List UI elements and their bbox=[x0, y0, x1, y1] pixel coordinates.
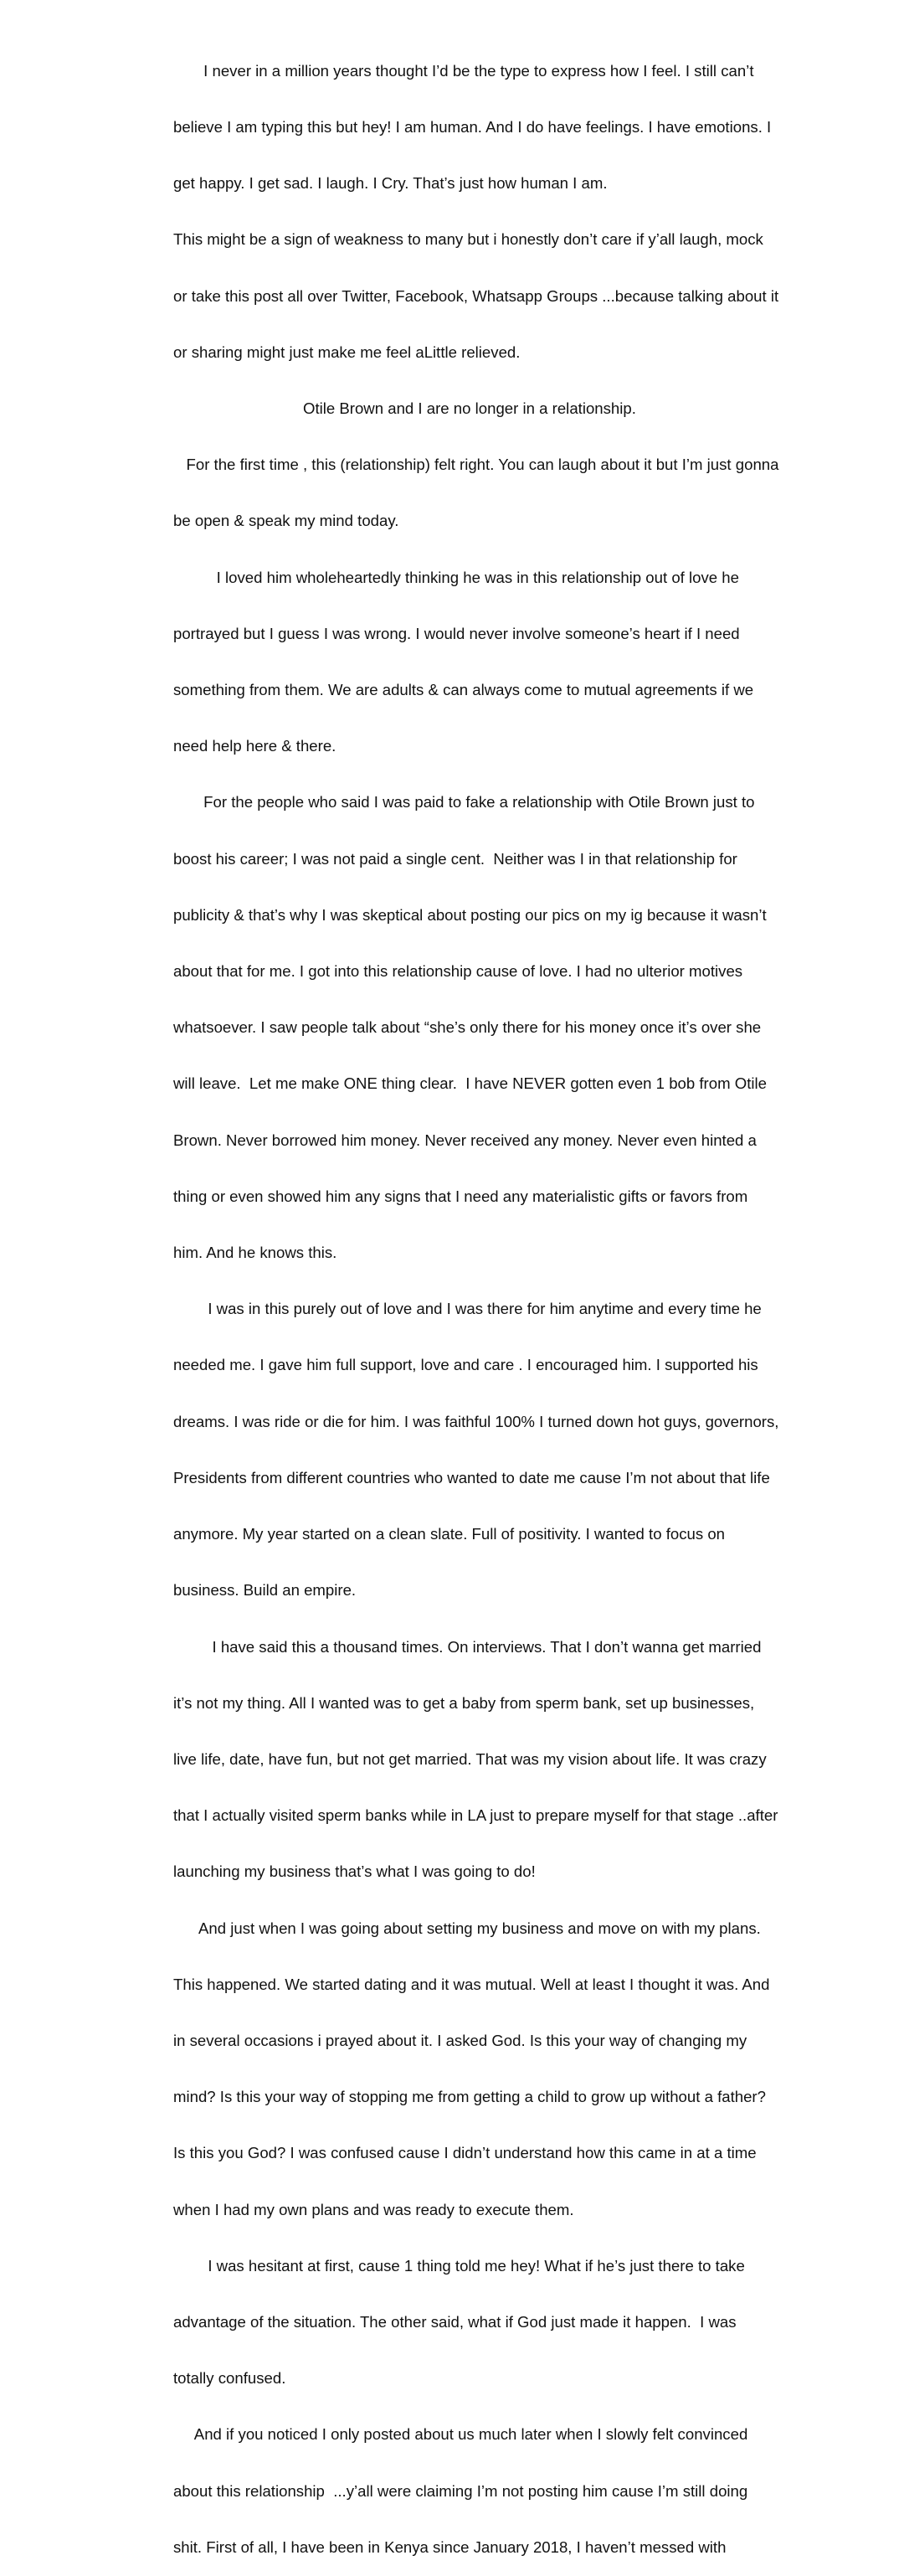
text-line: Brown. Never borrowed him money. Never received any money. Never even hinted a bbox=[173, 1131, 757, 1149]
statement-text-block bbox=[173, 24, 809, 2576]
text-line: Presidents from different countries who wanted to date me cause I’m not about that life bbox=[173, 1468, 770, 1486]
text-line: or take this post all over Twitter, Facebook, Whatsapp Groups ...because talking about it bbox=[173, 286, 779, 305]
text-line: totally confused. bbox=[173, 2369, 286, 2388]
text-line: need help here & there. bbox=[173, 737, 336, 755]
text-line: when I had my own plans and was ready to execute them. bbox=[173, 2200, 574, 2218]
text-line: I was in this purely out of love and I was there for him anytime and every time he bbox=[173, 1300, 762, 1318]
text-line: needed me. I gave him full support, love and care . I encouraged him. I supported his bbox=[173, 1356, 758, 1374]
text-line: shit. First of all, I have been in Kenya since January 2018, I haven’t messed with bbox=[173, 2537, 727, 2556]
text-line: Is this you God? I was confused cause I didn’t understand how this came in at a time bbox=[173, 2144, 757, 2162]
text-line: For the first time , this (relationship) felt right. You can laugh about it but I’m just gonna bbox=[173, 456, 779, 474]
text-line: launching my business that’s what I was going to do! bbox=[173, 1862, 536, 1881]
text-line: it’s not my thing. All I wanted was to get a baby from sperm bank, set up businesses, bbox=[173, 1693, 755, 1712]
text-line: boost his career; I was not paid a single cent. Neither was I in that relationship for bbox=[173, 849, 737, 868]
text-line: about that for me. I got into this relationship cause of love. I had no ulterior motives bbox=[173, 962, 743, 981]
text-line: about this relationship ...y’all were claiming I’m not posting him cause I’m still doing bbox=[173, 2481, 748, 2500]
text-line: or sharing might just make me feel aLittle relieved. bbox=[173, 343, 521, 361]
text-line: in several occasions i prayed about it. I asked God. Is this your way of changing my bbox=[173, 2031, 747, 2049]
text-line: I was hesitant at first, cause 1 thing told me hey! What if he’s just there to take bbox=[173, 2256, 745, 2275]
text-line: something from them. We are adults & can always come to mutual agreements if we bbox=[173, 681, 754, 699]
text-line: anymore. My year started on a clean slate. Full of positivity. I wanted to focus on bbox=[173, 1525, 726, 1543]
text-line: I have said this a thousand times. On interviews. That I don’t wanna get married bbox=[173, 1637, 762, 1656]
text-line: whatsoever. I saw people talk about “she’s only there for his money once it’s over she bbox=[173, 1018, 762, 1037]
text-line: business. Build an empire. bbox=[173, 1581, 357, 1600]
text-line: And if you noticed I only posted about us much later when I slowly felt convinced bbox=[173, 2425, 748, 2444]
text-line: portrayed but I guess I was wrong. I would never involve someone’s heart if I need bbox=[173, 624, 740, 642]
text-line: advantage of the situation. The other said, what if God just made it happen. I was bbox=[173, 2312, 737, 2331]
text-line: him. And he knows this. bbox=[173, 1244, 337, 1262]
text-line: For the people who said I was paid to fake a relationship with Otile Brown just to bbox=[173, 793, 755, 811]
text-line: get happy. I get sad. I laugh. I Cry. That’s just how human I am. bbox=[173, 174, 608, 193]
text-line: This might be a sign of weakness to many but i honestly don’t care if y’all laugh, mock bbox=[173, 230, 763, 249]
text-line: This happened. We started dating and it was mutual. Well at least I thought it was. And bbox=[173, 1975, 770, 1993]
text-line: mind? Is this your way of stopping me from getting a child to grow up without a father? bbox=[173, 2088, 766, 2106]
text-line: thing or even showed him any signs that I need any materialistic gifts or favors from bbox=[173, 1187, 748, 1205]
text-line: And just when I was going about setting my business and move on with my plans. bbox=[173, 1919, 761, 1937]
text-line: Otile Brown and I are no longer in a relationship. bbox=[173, 399, 636, 418]
text-line: will leave. Let me make ONE thing clear. I have NEVER gotten even 1 bob from Otile bbox=[173, 1074, 767, 1093]
text-line: dreams. I was ride or die for him. I was faithful 100% I turned down hot guys, governors, bbox=[173, 1412, 779, 1430]
text-line: that I actually visited sperm banks while in LA just to prepare myself for that stage ..after bbox=[173, 1806, 778, 1825]
text-line: I loved him wholeheartedly thinking he was in this relationship out of love he bbox=[173, 568, 739, 586]
text-line: publicity & that’s why I was skeptical about posting our pics on my ig because it wasn’t bbox=[173, 905, 767, 924]
text-line: I never in a million years thought I’d be the type to express how I feel. I still can’t bbox=[173, 61, 754, 80]
text-line: be open & speak my mind today. bbox=[173, 512, 399, 530]
text-line: live life, date, have fun, but not get married. That was my vision about life. It was crazy bbox=[173, 1749, 767, 1768]
text-line: believe I am typing this but hey! I am human. And I do have feelings. I have emotions. I bbox=[173, 118, 772, 137]
